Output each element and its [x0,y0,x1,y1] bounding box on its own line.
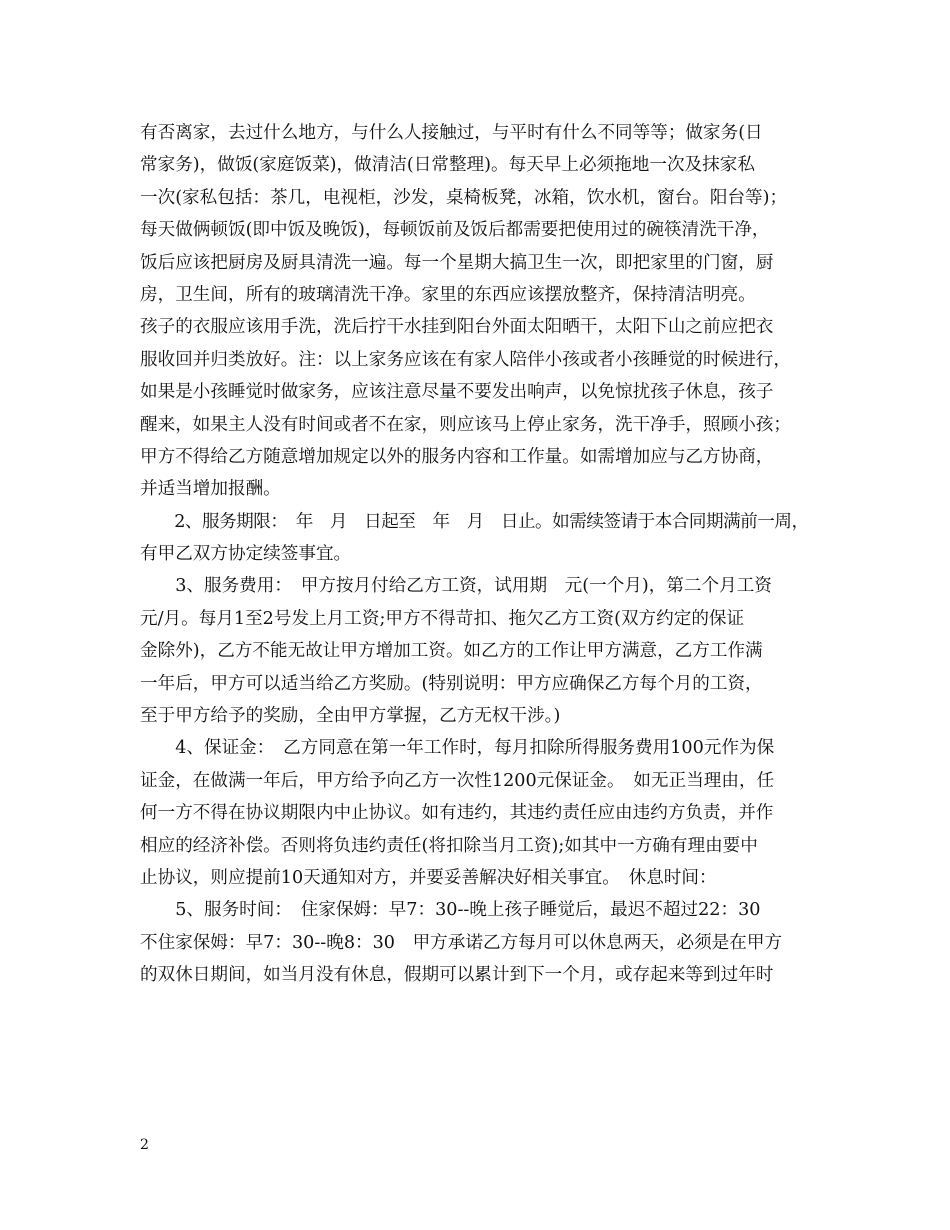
text-line: 金除外)，乙方不能无故让甲方增加工资。如乙方的工作让甲方满意，乙方工作满 [140,641,763,662]
text-line: 有否离家，去过什么地方，与什么人接触过，与平时有什么不同等等；做家务(日 [140,123,763,143]
text-line: 一次(家私包括：茶几，电视柜，沙发，桌椅板凳，冰箱，饮水机，窗台。阳台等)； [140,187,788,208]
text-line: 至于甲方给予的奖励，全由甲方掌握，乙方无权干涉。) [140,706,561,727]
text-line: 5、服务时间： 住家保姆：早7：30--晚上孩子睡觉后，最迟不超过22：30 [140,900,761,921]
text-line: 2、服务期限： 年 月 日起至 年 月 日止。如需续签请于本合同期满前一周， [140,511,809,532]
text-line: 甲方不得给乙方随意增加规定以外的服务内容和工作量。如需增加应与乙方协商， [140,446,774,467]
text-line: 饭后应该把厨房及厨具清洗一遍。每一个星期大搞卫生一次，即把家里的门窗，厨 [140,252,774,273]
text-line: 每天做俩顿饭(即中饭及晚饭)，每顿饭前及饭后都需要把使用过的碗筷清洗干净， [140,220,770,241]
page-number: 2 [140,1137,149,1153]
text-line: 3、服务费用： 甲方按月付给乙方工资，试用期 元(一个月)，第二个月工资 [140,576,772,597]
text-line: 服收回并归类放好。注：以上家务应该在有家人陪伴小孩或者小孩睡觉的时候进行， [140,349,791,370]
text-line: 证金，在做满一年后，甲方给予向乙方一次性1200元保证金。 如无正当理由，任 [140,770,775,791]
text-line: 不住家保姆：早7：30--晚8：30 甲方承诺乙方每月可以休息两天，必须是在甲方 [140,932,783,953]
text-line: 有甲乙双方协定续签事宜。 [140,544,352,565]
text-line: 孩子的衣服应该用手洗，洗后拧干水挂到阳台外面太阳晒干，太阳下山之前应把衣 [140,317,774,338]
text-line: 一年后，甲方可以适当给乙方奖励。(特别说明：甲方应确保乙方每个月的工资， [140,673,763,694]
text-line: 何一方不得在协议期限内中止协议。如有违约，其违约责任应由违约方负责，并作 [140,803,774,824]
text-line: 元/月。每月1至2号发上月工资;甲方不得苛扣、拖欠乙方工资(双方约定的保证 [140,608,745,629]
text-line: 4、保证金： 乙方同意在第一年工作时，每月扣除所得服务费用100元作为保 [140,738,775,759]
text-line: 房，卫生间，所有的玻璃清洗干净。家里的东西应该摆放整齐，保持清洁明亮。 [140,284,756,305]
text-line: 止协议，则应提前10天通知对方，并要妥善解决好相关事宜。 休息时间： [140,867,717,888]
text-line: 醒来，如果主人没有时间或者不在家，则应该马上停止家务，洗干净手，照顾小孩； [140,414,791,435]
text-line: 常家务)，做饭(家庭饭菜)，做清洁(日常整理)。每天早上必须拖地一次及抹家私 [140,155,755,176]
text-line: 如果是小孩睡觉时做家务，应该注意尽量不要发出响声，以免惊扰孩子休息，孩子 [140,382,774,403]
text-line: 并适当增加报酬。 [140,479,281,500]
body-text [140,117,810,992]
text-line: 相应的经济补偿。否则将负违约责任(将扣除当月工资);如其中一方确有理由要中 [140,835,758,856]
text-line: 的双休日期间，如当月没有休息，假期可以累计到下一个月，或存起来等到过年时 [140,965,774,986]
